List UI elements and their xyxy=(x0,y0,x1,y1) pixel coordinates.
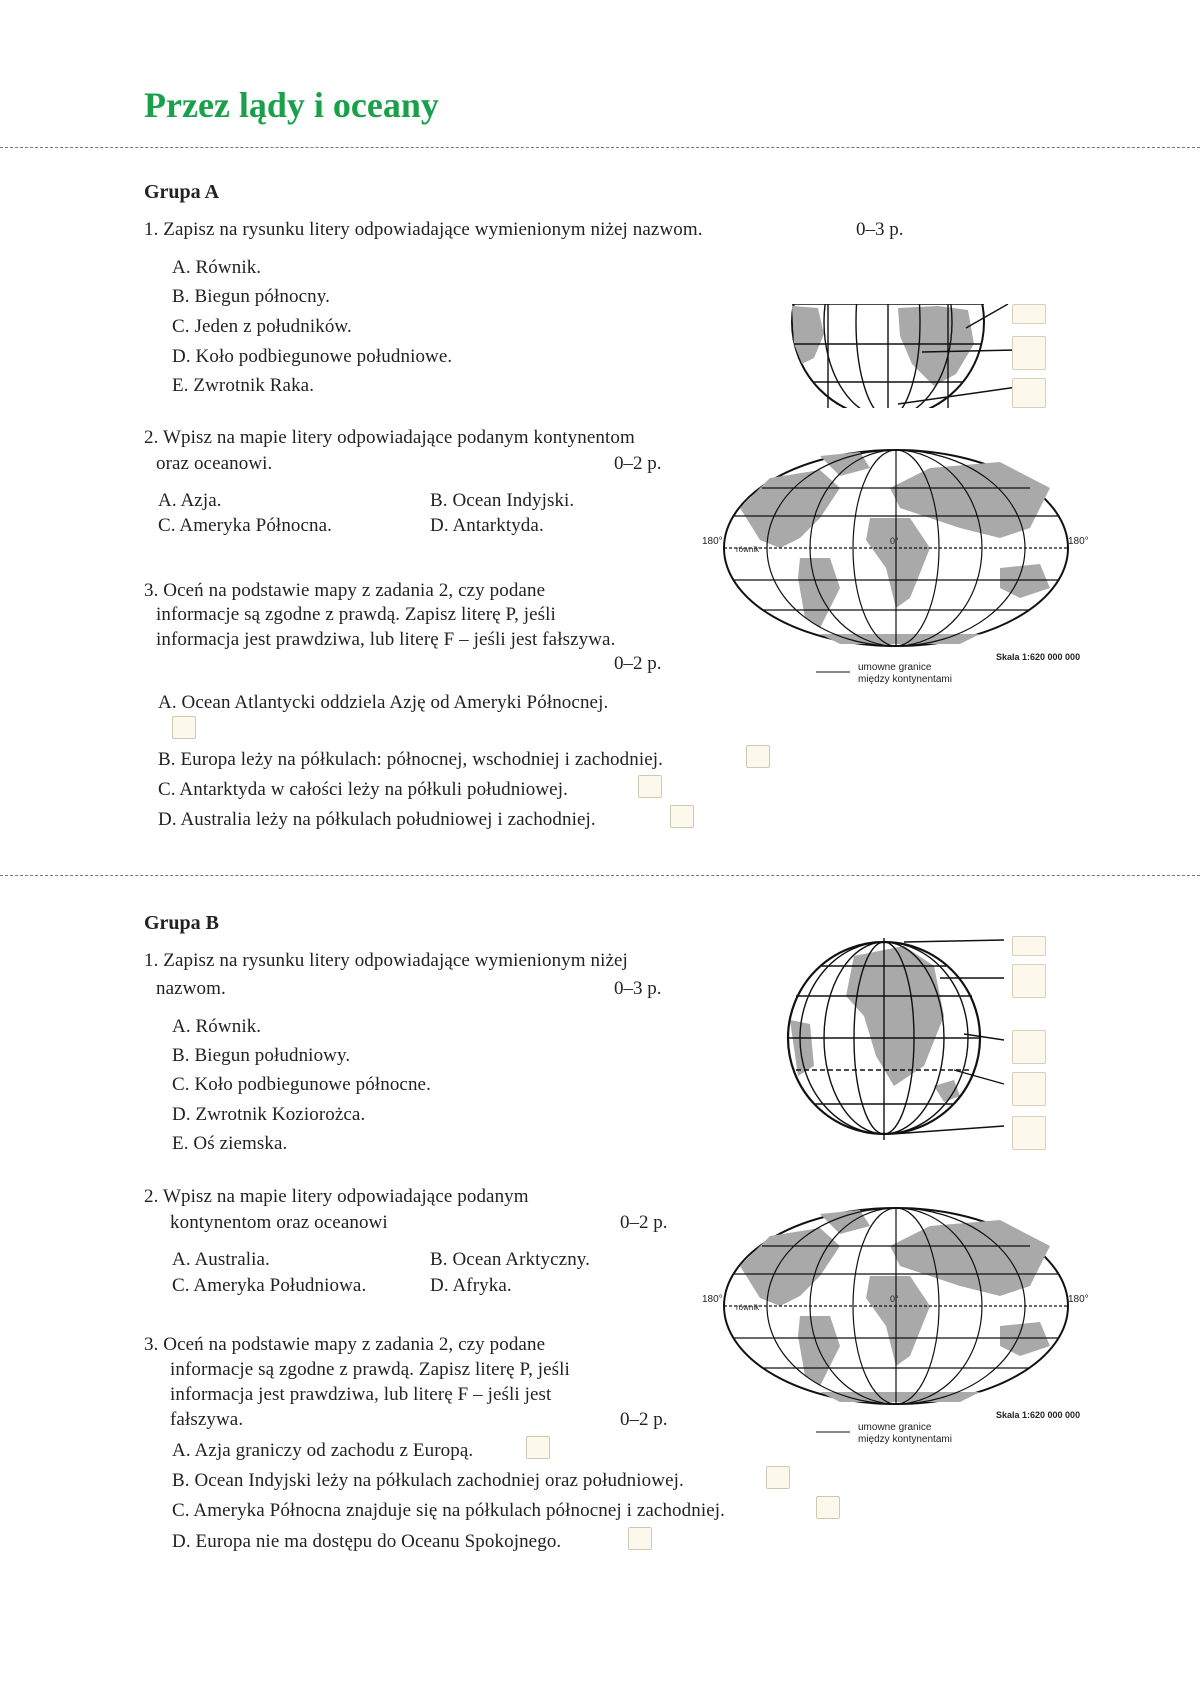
a-q3-item: C. Antarktyda w całości leży na półkuli południowej. xyxy=(158,779,568,800)
divider xyxy=(0,875,1200,876)
world-map-b xyxy=(700,1206,1096,1452)
b-q1-text-2: nazwom. xyxy=(156,978,226,999)
b-q3-text-2: informacje są zgodne z prawdą. Zapisz literę P, jeśli xyxy=(170,1359,570,1380)
map-b-lon-right: 180° xyxy=(1068,1294,1089,1305)
map-b-equator: równik xyxy=(736,1303,760,1312)
answer-box-a1[interactable] xyxy=(1012,304,1046,324)
answer-box-a3d[interactable] xyxy=(670,805,694,828)
answer-box-a3a[interactable] xyxy=(172,716,196,739)
answer-box-a3b[interactable] xyxy=(746,745,770,768)
b-q2-points: 0–2 p. xyxy=(620,1212,668,1233)
map-a-lon-right: 180° xyxy=(1068,536,1089,547)
b-q3-item: D. Europa nie ma dostępu do Oceanu Spokojnego. xyxy=(172,1531,562,1552)
a-q1-item: D. Koło podbiegunowe południowe. xyxy=(172,346,453,367)
group-b-heading: Grupa B xyxy=(144,912,220,934)
map-b-legend-1: umowne granice xyxy=(858,1422,932,1433)
map-b-lon-left: 180° xyxy=(702,1294,723,1305)
a-q2-text: 2. Wpisz na mapie litery odpowiadające podanym kontynentom xyxy=(144,427,635,448)
b-q1-item: A. Równik. xyxy=(172,1016,262,1037)
answer-box-b3b[interactable] xyxy=(766,1466,790,1489)
world-map-a xyxy=(700,448,1096,694)
divider xyxy=(0,147,1200,148)
b-q3-text-3: informacja jest prawdziwa, lub literę F – jeśli jest xyxy=(170,1384,552,1405)
a-q1-item: E. Zwrotnik Raka. xyxy=(172,375,315,396)
b-q3-text-4: fałszywa. xyxy=(170,1409,244,1430)
b-q1-text: 1. Zapisz na rysunku litery odpowiadające wymienionym niżej xyxy=(144,950,628,971)
a-q3-item: D. Australia leży na półkulach południowej i zachodniej. xyxy=(158,809,596,830)
a-q2-points: 0–2 p. xyxy=(614,453,662,474)
answer-box-a3[interactable] xyxy=(1012,378,1046,408)
b-q2-option: D. Afryka. xyxy=(430,1275,512,1296)
b-q1-points: 0–3 p. xyxy=(614,978,662,999)
answer-box-a3c[interactable] xyxy=(638,775,662,798)
map-a-scale: Skala 1:620 000 000 xyxy=(996,652,1081,662)
answer-box-b3a[interactable] xyxy=(526,1436,550,1459)
b-q1-item: D. Zwrotnik Koziorożca. xyxy=(172,1104,366,1125)
b-q2-option: C. Ameryka Południowa. xyxy=(172,1275,367,1296)
b-q3-text: 3. Oceń na podstawie mapy z zadania 2, czy podane xyxy=(144,1334,546,1355)
b-q1-item: C. Koło podbiegunowe północne. xyxy=(172,1074,431,1095)
map-b-zero: 0° xyxy=(890,1294,899,1304)
b-q1-item: E. Oś ziemska. xyxy=(172,1133,288,1154)
b-q2-option: A. Australia. xyxy=(172,1249,270,1270)
answer-box-a2[interactable] xyxy=(1012,336,1046,370)
b-q3-points: 0–2 p. xyxy=(620,1409,668,1430)
a-q3-text-3: informacja jest prawdziwa, lub literę F – jeśli jest fałszywa. xyxy=(156,629,616,650)
a-q2-option: B. Ocean Indyjski. xyxy=(430,490,575,511)
a-q3-item: B. Europa leży na półkulach: północnej, wschodniej i zachodniej. xyxy=(158,749,664,770)
map-a-legend-1: umowne granice xyxy=(858,662,932,673)
group-a-heading: Grupa A xyxy=(144,181,220,203)
map-b-legend-2: między kontynentami xyxy=(858,1434,952,1445)
a-q1-item: B. Biegun północny. xyxy=(172,286,330,307)
a-q2-option: D. Antarktyda. xyxy=(430,515,544,536)
a-q2-option: A. Azja. xyxy=(158,490,222,511)
b-q2-text-2: kontynentom oraz oceanowi xyxy=(170,1212,388,1233)
answer-box-b1[interactable] xyxy=(1012,936,1046,956)
b-q2-text: 2. Wpisz na mapie litery odpowiadające podanym xyxy=(144,1186,529,1207)
a-q1-points: 0–3 p. xyxy=(856,219,904,240)
a-q3-item: A. Ocean Atlantycki oddziela Azję od Ameryki Północnej. xyxy=(158,692,609,713)
map-a-equator: równik xyxy=(736,545,760,554)
map-a-legend-2: między kontynentami xyxy=(858,674,952,685)
map-b-scale: Skala 1:620 000 000 xyxy=(996,1410,1081,1420)
answer-box-b2[interactable] xyxy=(1012,964,1046,998)
a-q3-text-2: informacje są zgodne z prawdą. Zapisz literę P, jeśli xyxy=(156,604,556,625)
a-q1-item: A. Równik. xyxy=(172,257,262,278)
a-q1-item: C. Jeden z południków. xyxy=(172,316,352,337)
a-q2-text-2: oraz oceanowi. xyxy=(156,453,273,474)
page-title: Przez lądy i oceany xyxy=(144,85,439,125)
a-q3-points: 0–2 p. xyxy=(614,653,662,674)
b-q3-item: B. Ocean Indyjski leży na półkulach zachodniej oraz południowej. xyxy=(172,1470,684,1491)
answer-box-b5[interactable] xyxy=(1012,1116,1046,1150)
a-q1-text: 1. Zapisz na rysunku litery odpowiadające wymienionym niżej nazwom. xyxy=(144,219,703,240)
answer-box-b3[interactable] xyxy=(1012,1030,1046,1064)
map-a-zero: 0° xyxy=(890,536,899,546)
a-q2-option: C. Ameryka Północna. xyxy=(158,515,333,536)
answer-box-b3c[interactable] xyxy=(816,1496,840,1519)
answer-box-b3d[interactable] xyxy=(628,1527,652,1550)
answer-box-b4[interactable] xyxy=(1012,1072,1046,1106)
b-q1-item: B. Biegun południowy. xyxy=(172,1045,351,1066)
b-q3-item: C. Ameryka Północna znajduje się na półkulach północnej i zachodniej. xyxy=(172,1500,725,1521)
a-q3-text: 3. Oceń na podstawie mapy z zadania 2, czy podane xyxy=(144,580,546,601)
b-q3-item: A. Azja graniczy od zachodu z Europą. xyxy=(172,1440,474,1461)
b-q2-option: B. Ocean Arktyczny. xyxy=(430,1249,591,1270)
map-a-lon-left: 180° xyxy=(702,536,723,547)
